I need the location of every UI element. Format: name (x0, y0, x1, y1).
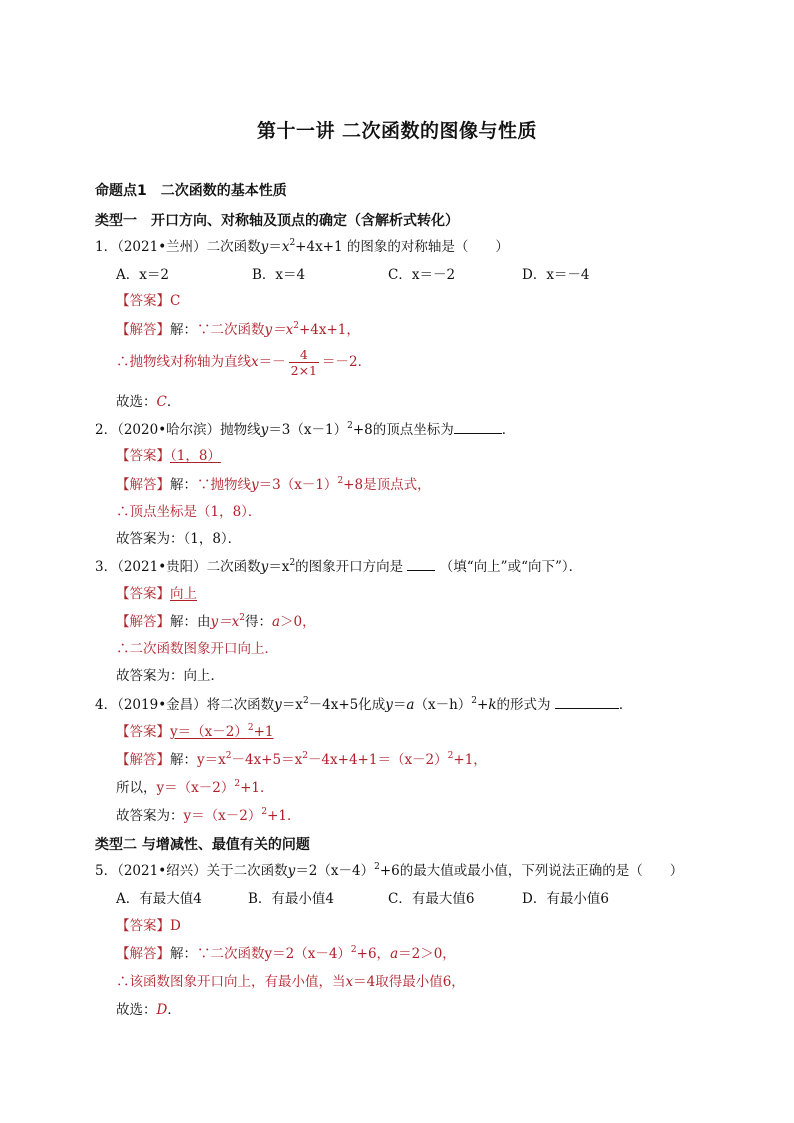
option-d: D．有最小值6 (522, 891, 609, 907)
option-b: B．有最小值4 (248, 891, 335, 907)
analysis-line: ∴抛物线对称轴为直线x＝－ $\frac{4}{2\times 1}$ ＝－2． (116, 347, 372, 378)
answer-blank (407, 557, 435, 571)
answer-blank (555, 695, 619, 709)
answer-line: 【答案】向上 (116, 586, 197, 602)
type-two-heading: 类型二 与增减性、最值有关的问题 (95, 837, 310, 853)
final-answer-line: 故选：D． (116, 1002, 181, 1018)
option-a: A．x＝2 (116, 267, 169, 283)
section-heading: 命题点1 二次函数的基本性质 (95, 183, 287, 199)
question-source: （2021•兰州） (117, 239, 207, 255)
analysis-line: 【解答】解：由$y=x^2$得：a＞0， (116, 613, 316, 630)
final-answer-line: 故答案为：$y=(x-2)^2+1$． (116, 807, 301, 824)
option-b: B．x＝4 (252, 267, 306, 283)
analysis-line: 所以，$y=(x-2)^2+1$． (116, 779, 274, 796)
final-answer-line: 故答案为：（1，8）． (116, 531, 242, 547)
question-1: 1．（2021•兰州）二次函数$y=x^2+4x+1$ 的图象的对称轴是（ ） (95, 238, 509, 255)
answer-line: 【答案】$y=(x-2)^2+1$ (116, 723, 274, 740)
answer-blank (454, 420, 502, 434)
option-c: C．有最大值6 (388, 891, 475, 907)
answer-line: 【答案】C (116, 293, 181, 309)
answer-line: 【答案】D (116, 918, 181, 934)
analysis-line: 【解答】解：∵二次函数$y=x^2+4x+1$， (116, 321, 360, 338)
question-number: 1． (95, 239, 118, 255)
fraction: $\frac{4}{2\times 1}$ (290, 347, 318, 378)
analysis-line: ∴二次函数图象开口向上． (116, 641, 278, 657)
analysis-line: 【解答】解：∵二次函数$y=2(x-4)^2+6$，a＝2＞0， (116, 945, 456, 962)
final-answer-line: 故答案为：向上． (116, 668, 224, 684)
question-2: 2．（2020•哈尔滨）抛物线$y=3(x-1)^2+8$的顶点坐标为 ． (95, 421, 516, 438)
question-4: 4．（2019•金昌）将二次函数$y=x^2-4x+5$化成$y=a(x-h)^2+k$的形式为 ． (95, 696, 633, 713)
option-d: D．x＝－4 (522, 267, 590, 283)
type-one-heading: 类型一 开口方向、对称轴及顶点的确定（含解析式转化） (95, 213, 459, 229)
option-c: C．x＝－2 (388, 267, 456, 283)
final-answer-line: 故选：C． (116, 394, 181, 410)
question-3: 3．（2021•贵阳）二次函数$y=x^2$的图象开口方向是 （填“向上”或“向下”）． (95, 558, 583, 575)
answer-line: 【答案】（1，8） (116, 448, 221, 464)
question-5: 5．（2021•绍兴）关于二次函数$y=2(x-4)^2+6$的最大值或最小值，下列说法正确的是（ ） (95, 862, 684, 879)
page-title: 第十一讲 二次函数的图像与性质 (256, 120, 538, 142)
analysis-line: ∴该函数图象开口向上，有最小值，当x＝4取得最小值6， (116, 974, 465, 990)
analysis-line: 【解答】解：∵抛物线$y=3(x-1)^2+8$是顶点式， (116, 476, 431, 493)
option-a: A．有最大值4 (116, 891, 202, 907)
analysis-line: 【解答】解：$y=x^2-4x+5=x^2-4x+4+1=(x-2)^2+1$， (116, 751, 487, 768)
analysis-line: ∴顶点坐标是（1，8）． (116, 504, 262, 520)
